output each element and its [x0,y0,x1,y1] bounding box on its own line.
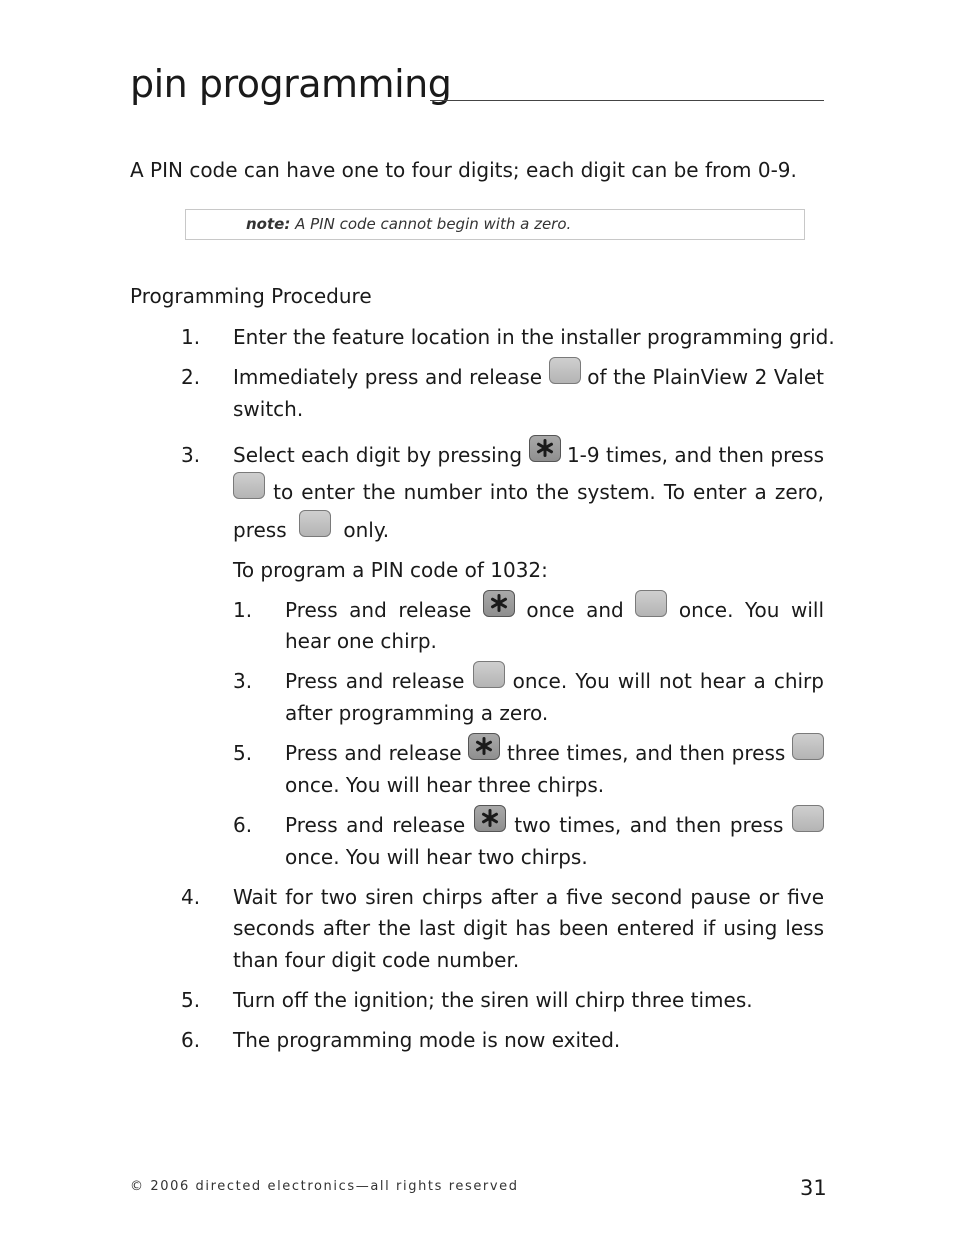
example-step-text: after programming a zero. [285,701,549,725]
example-step-text: once. You will hear three chirps. [285,773,605,797]
page-title: pin programming [130,62,452,106]
step-text-part: once. You will [678,598,825,622]
step-number: 4. [181,885,201,909]
note-body: A PIN code cannot begin with a zero. [290,215,572,233]
step-text-part: only. [343,518,390,542]
step-text-part: 1-9 times, and then press [566,443,825,467]
step-text-part: Select each digit by pressing [233,443,523,467]
step-text: switch. [233,397,304,421]
page-number: 31 [800,1176,827,1200]
star-button-icon [474,805,506,832]
step-text [233,364,824,392]
star-button-icon [529,435,561,462]
example-step-text: once. You will hear two chirps. [285,845,588,869]
note-text [246,215,571,233]
star-button-icon [483,590,515,617]
step-text [233,517,389,545]
step-text: Wait for two siren chirps after a five second pause or five [233,885,824,909]
star-button-icon [468,733,500,760]
example-step-text [285,740,824,768]
step-text: Enter the feature location in the installer programming grid. [233,325,835,349]
valet-button-icon [792,733,824,760]
step-text-part: once. You will not hear a chirp [512,669,824,693]
step-text [233,442,824,470]
step-number: 5. [181,988,201,1012]
example-step-number: 3. [233,669,253,693]
step-text-part: three times, and then press [506,741,786,765]
note-box [185,209,805,240]
example-heading: To program a PIN code of 1032: [233,558,548,582]
step-text-part: two times, and then press [514,813,784,837]
step-number: 1. [181,325,201,349]
step-text: seconds after the last digit has been entered if using less [233,916,824,940]
step-number: 3. [181,443,201,467]
footer-copyright: © 2006 directed electronics—all rights reserved [130,1179,519,1194]
step-text-part: Press and release [285,669,465,693]
example-step-number: 5. [233,741,253,765]
procedure-heading: Programming Procedure [130,284,372,308]
step-text-part: press [233,518,287,542]
valet-button-icon [635,590,667,617]
example-step-number: 1. [233,598,253,622]
step-text-part: Press and release [285,741,462,765]
example-step-text [285,812,824,840]
step-text-part: of the PlainView 2 Valet [587,365,825,389]
note-label: note: [246,215,291,233]
intro-text: A PIN code can have one to four digits; each digit can be from 0-9. [130,158,797,182]
valet-button-icon [792,805,824,832]
example-step-text: hear one chirp. [285,629,437,653]
step-text-part: Immediately press and release [233,365,543,389]
step-text-part: to enter the number into the system. To enter a zero, [273,480,825,504]
step-text-part: Press and release [285,813,466,837]
example-step-text [285,597,824,625]
step-text-part: Press and release [285,598,472,622]
example-step-text [285,668,824,696]
step-text-part: once and [526,598,624,622]
step-number: 2. [181,365,201,389]
valet-button-icon [233,472,265,499]
step-number: 6. [181,1028,201,1052]
title-rule [430,100,824,101]
step-text: Turn off the ignition; the siren will chirp three times. [233,988,753,1012]
valet-button-icon [549,357,581,384]
valet-button-icon [299,510,331,537]
step-text: than four digit code number. [233,948,520,972]
example-step-number: 6. [233,813,253,837]
valet-button-icon [473,661,505,688]
step-text: The programming mode is now exited. [233,1028,621,1052]
step-text [233,479,824,507]
